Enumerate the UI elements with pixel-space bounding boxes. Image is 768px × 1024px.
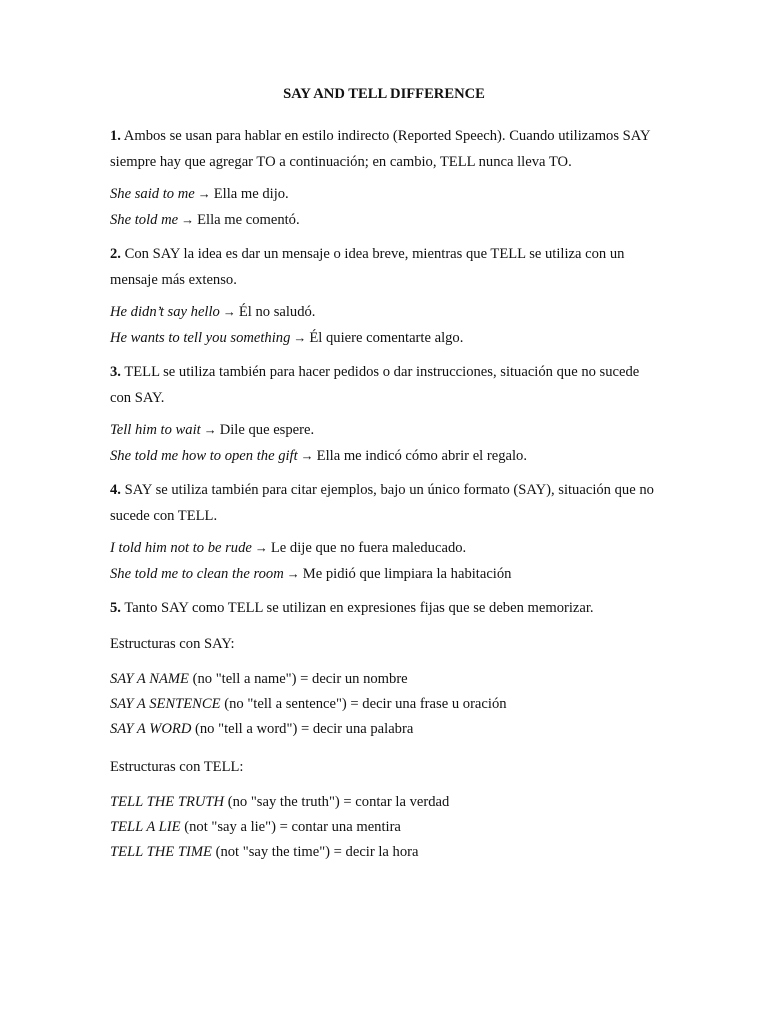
structure-line (110, 790, 658, 815)
example-line (110, 181, 658, 207)
section-4-paragraph (110, 477, 658, 529)
example-spanish: Ella me dijo. (213, 186, 289, 202)
structure-line (110, 815, 658, 840)
structure-phrase: SAY A NAME (110, 671, 189, 687)
structure-phrase: TELL A LIE (110, 819, 181, 835)
example-english: He wants to tell you something (110, 330, 291, 346)
example-spanish: Le dije que no fuera maleducado. (270, 540, 467, 556)
arrow-right-icon: → (254, 540, 268, 555)
say-structures-list (110, 667, 658, 742)
tell-structures-heading: Estructuras con TELL: (110, 759, 244, 775)
arrow-right-icon: → (222, 304, 236, 319)
example-spanish: Dile que espere. (219, 422, 315, 438)
example-spanish: Él quiere comentarte algo. (309, 330, 464, 346)
structure-phrase: TELL THE TIME (110, 844, 212, 860)
example-line (110, 325, 658, 351)
example-english: I told him not to be rude (110, 540, 252, 556)
example-english: He didn’t say hello (110, 304, 220, 320)
example-line (110, 561, 658, 587)
structure-phrase: SAY A SENTENCE (110, 696, 221, 712)
structure-explanation: (no "tell a name") = decir un nombre (192, 671, 408, 687)
section-1-paragraph (110, 123, 658, 175)
section-number: 5. (110, 600, 121, 616)
structure-explanation: (not "say the time") = decir la hora (215, 844, 419, 860)
say-structures-heading: Estructuras con SAY: (110, 636, 235, 652)
example-line (110, 443, 658, 469)
tell-structures-list (110, 790, 658, 865)
example-line (110, 207, 658, 233)
section-4-examples (110, 535, 658, 587)
structure-line (110, 667, 658, 692)
structure-line (110, 692, 658, 717)
structure-explanation: (not "say a lie") = contar una mentira (184, 819, 401, 835)
structure-phrase: SAY A WORD (110, 721, 192, 737)
arrow-right-icon: → (293, 330, 307, 345)
example-english: She said to me (110, 186, 195, 202)
section-text: TELL se utiliza también para hacer pedidos o dar instrucciones, situación que no sucede con SAY. (110, 364, 640, 406)
document-title: SAY AND TELL DIFFERENCE (283, 86, 485, 102)
structure-explanation: (no "tell a sentence") = decir una frase u oración (224, 696, 507, 712)
section-3-paragraph (110, 359, 658, 411)
example-spanish: Me pidió que limpiara la habitación (302, 566, 512, 582)
section-number: 2. (110, 246, 121, 262)
example-english: She told me to clean the room (110, 566, 284, 582)
section-text: SAY se utiliza también para citar ejemplos, bajo un único formato (SAY), situación que no sucede con TELL. (110, 482, 654, 524)
example-spanish: Ella me comentó. (197, 212, 300, 228)
structure-phrase: TELL THE TRUTH (110, 794, 225, 810)
example-line (110, 417, 658, 443)
section-1-examples (110, 181, 658, 233)
section-2-examples (110, 299, 658, 351)
example-line (110, 299, 658, 325)
arrow-right-icon: → (181, 212, 195, 227)
example-english: Tell him to wait (110, 422, 201, 438)
example-english: She told me (110, 212, 179, 228)
structure-line (110, 717, 658, 742)
section-3-examples (110, 417, 658, 469)
section-number: 4. (110, 482, 121, 498)
section-text: Ambos se usan para hablar en estilo indirecto (Reported Speech). Cuando utilizamos SAY siempre hay que agregar TO a continuación; en cambio, TELL nunca lleva TO. (110, 128, 650, 170)
structure-line (110, 840, 658, 865)
arrow-right-icon: → (197, 186, 211, 201)
example-spanish: Ella me indicó cómo abrir el regalo. (316, 448, 527, 464)
section-5-paragraph (110, 595, 658, 621)
section-number: 3. (110, 364, 121, 380)
section-text: Tanto SAY como TELL se utilizan en expresiones fijas que se deben memorizar. (124, 600, 594, 616)
section-2-paragraph (110, 241, 658, 293)
structure-explanation: (no "tell a word") = decir una palabra (195, 721, 414, 737)
arrow-right-icon: → (286, 566, 300, 581)
structure-explanation: (no "say the truth") = contar la verdad (227, 794, 450, 810)
example-line (110, 535, 658, 561)
example-spanish: Él no saludó. (238, 304, 316, 320)
section-number: 1. (110, 128, 121, 144)
document-page (110, 84, 658, 877)
arrow-right-icon: → (203, 422, 217, 437)
arrow-right-icon: → (300, 448, 314, 463)
section-text: Con SAY la idea es dar un mensaje o idea breve, mientras que TELL se utiliza con un mensaje más extenso. (110, 246, 625, 288)
example-english: She told me how to open the gift (110, 448, 298, 464)
